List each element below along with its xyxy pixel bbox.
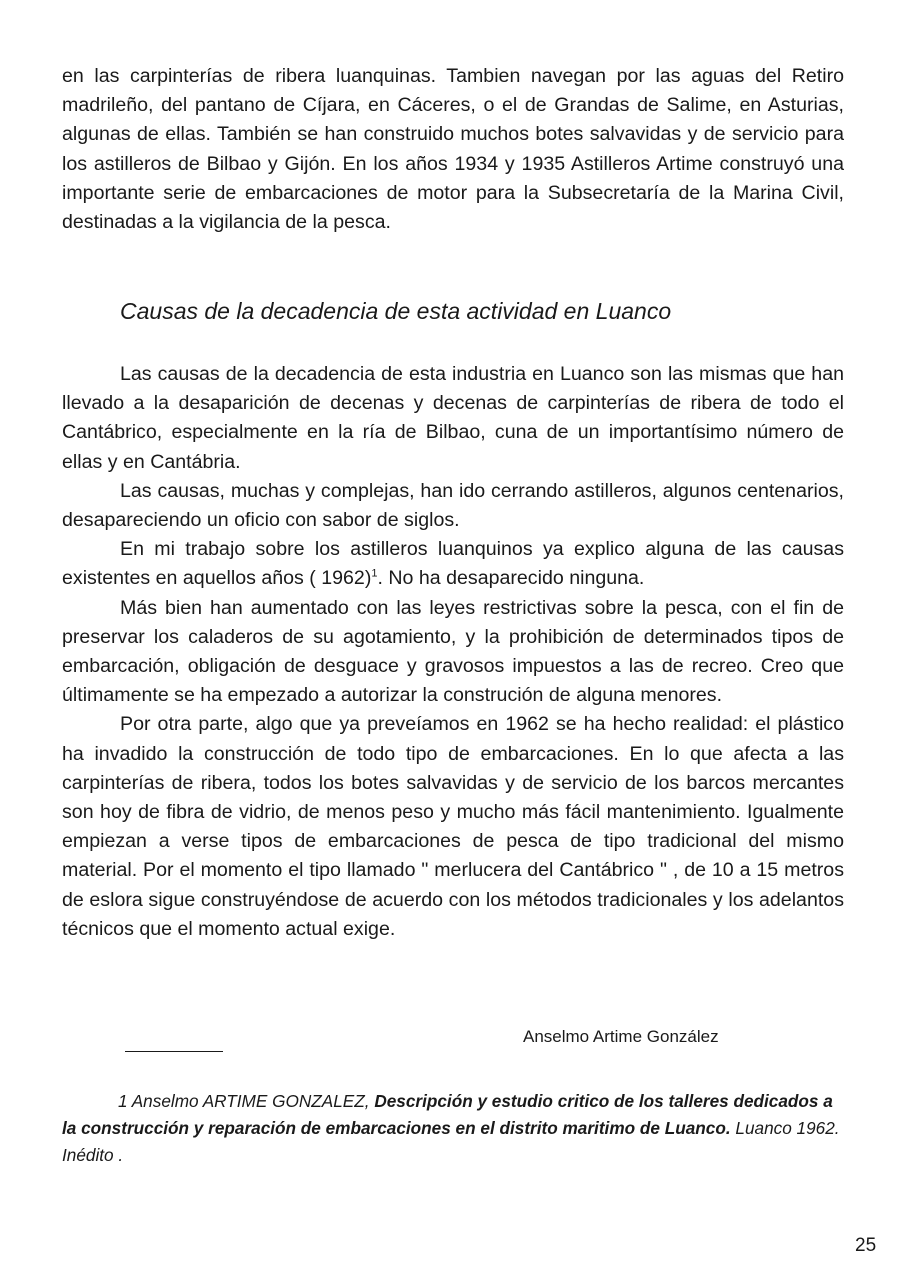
paragraph-previous-work	[62, 535, 844, 593]
section-body	[62, 360, 844, 944]
paragraph-causes-intro: Las causas de la decadencia de esta industria en Luanco son las mismas que han llevado a la desaparición de decenas y decenas de carpinterías de ribera de todo el Cantábrico, especialmente en la ría de Bilbao, cuna de un importantísimo número de ellas y en Cantábria.	[62, 363, 844, 473]
paragraph-previous-work-end: . No ha desaparecido ninguna.	[377, 567, 645, 590]
intro-paragraph: en las carpinterías de ribera luanquinas. Tambien navegan por las aguas del Retiro madrileño, del pantano de Cíjara, en Cáceres, o el de Grandas de Salime, en Asturias, algunas de ellas. También se han construido muchos botes salvavidas y de servicio para los astilleros de Bilbao y Gijón. En los años 1934 y 1935 Astilleros Artime construyó una importante serie de embarcaciones de motor para la Subsecretaría de la Marina Civil, destinadas a la vigilancia de la pesca.	[62, 65, 844, 234]
footnote-separator	[125, 1051, 223, 1052]
footnote-reference: 1	[371, 567, 378, 580]
page-number: 25	[855, 1235, 877, 1256]
section-heading: Causas de la decadencia de esta actividad en Luanco	[120, 298, 672, 324]
paragraph-plastic: Por otra parte, algo que ya preveíamos en 1962 se ha hecho realidad: el plástico ha invadido la construcción de todo tipo de embarcaciones. En lo que afecta a las carpinterías de ribera, todos los botes salvavidas y de servicio de los barcos mercantes son hoy de fibra de vidrio, de menos peso y mucho más fácil mantenimiento. Igualmente empiezan a verse tipos de embarcaciones de pesca de tipo tradicional del mismo material. Por el momento el tipo llamado " merlucera del Cantábrico " , de 10 a 15 metros de eslora sigue construyéndose de acuerdo con los métodos tradicionales y los adelantos técnicos que el momento actual exige.	[62, 713, 844, 940]
footnote-title: Descripción y estudio critico de los talleres dedicados a la construcción y reparación de embarcaciones en el distrito maritimo de Luanco.	[62, 1091, 833, 1139]
author-signature: Anselmo Artime González	[523, 1027, 719, 1046]
footnote-number: 1	[118, 1091, 128, 1111]
paragraph-causes-complex: Las causas, muchas y complejas, han ido cerrando astilleros, algunos centenarios, desapareciendo un oficio con sabor de siglos.	[62, 479, 844, 532]
footnote	[62, 1088, 844, 1170]
paragraph-previous-work-text: En mi trabajo sobre los astilleros luanquinos ya explico alguna de las causas existentes en aquellos años ( 1962)	[62, 538, 844, 590]
footnote-details: Luanco 1962. Inédito .	[62, 1118, 840, 1166]
paragraph-restrictive-laws: Más bien han aumentado con las leyes restrictivas sobre la pesca, con el fin de preservar los caladeros de su agotamiento, y la prohibición de determinados tipos de embarcación, obligación de desguace y gravosos impuestos a las de recreo. Creo que últimamente se ha empezado a autorizar la construción de alguna menores.	[62, 596, 844, 707]
footnote-author: Anselmo ARTIME GONZALEZ,	[131, 1091, 370, 1111]
